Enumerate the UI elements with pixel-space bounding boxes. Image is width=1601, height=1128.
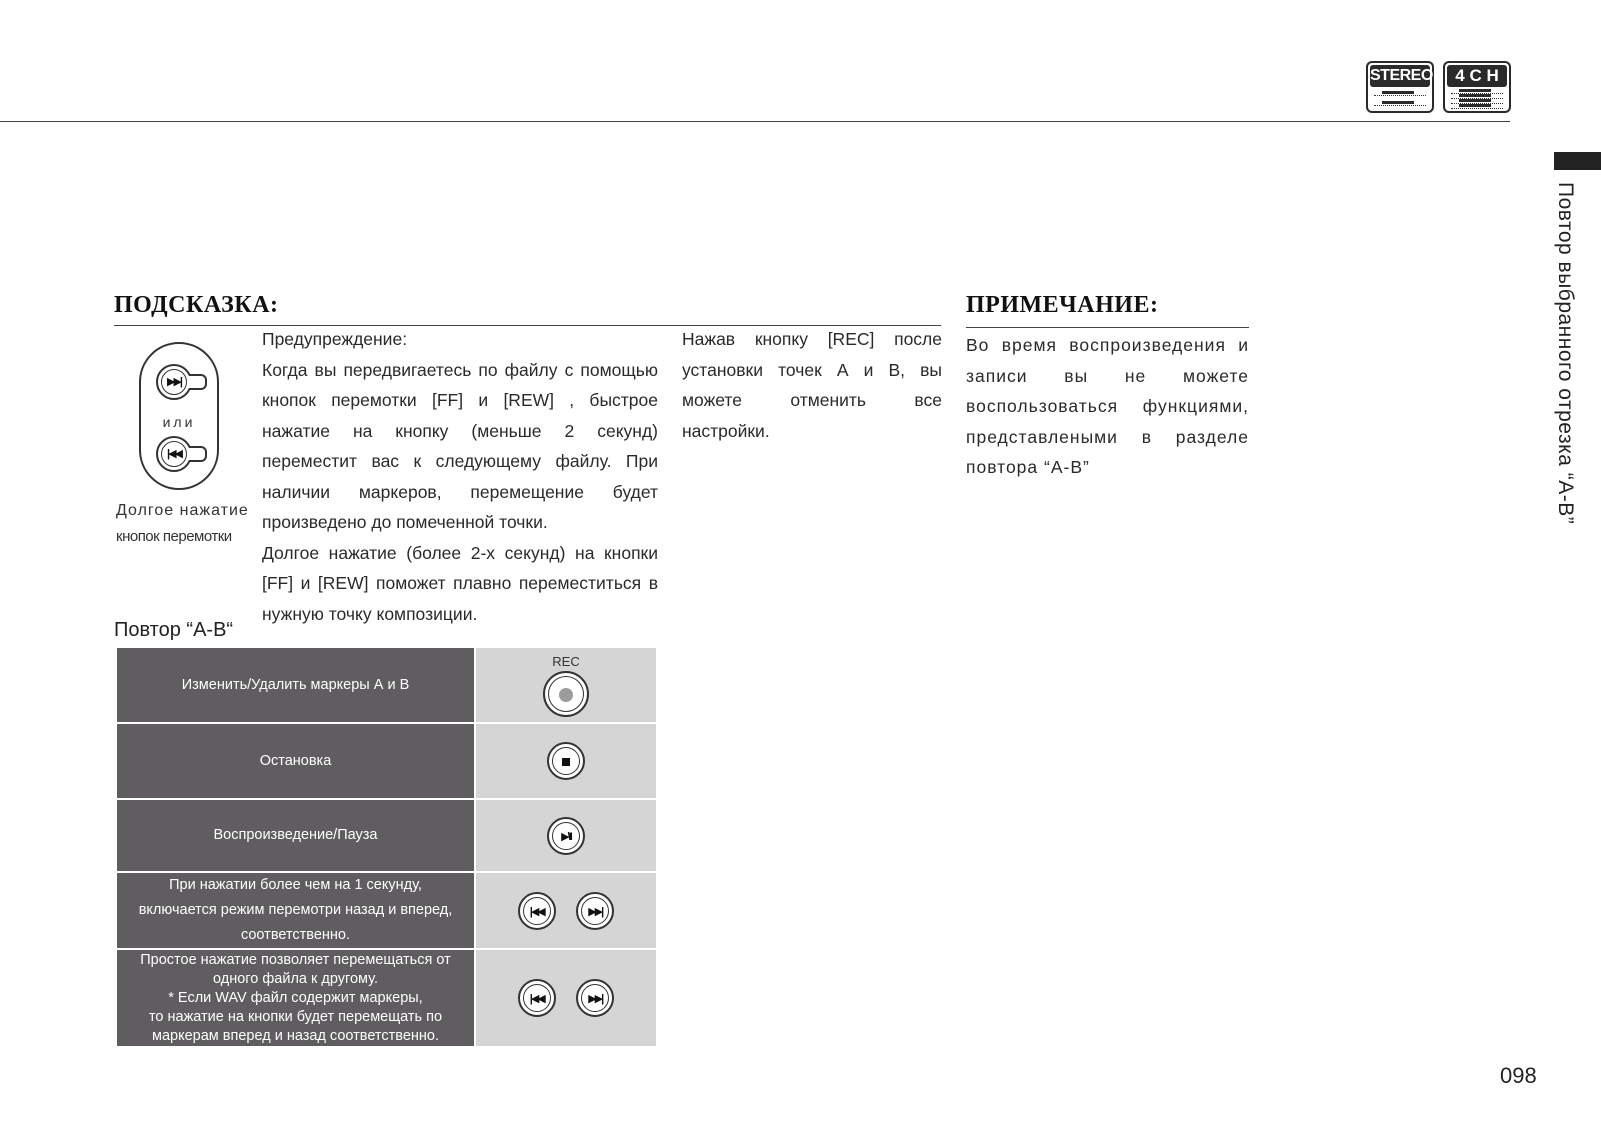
ff-button-icon: ▶▶| xyxy=(576,892,614,930)
rew-button-icon: |◀◀ xyxy=(518,979,556,1017)
row-label: Остановка xyxy=(116,723,475,799)
row-label xyxy=(116,872,475,949)
4ch-badge-label: 4 C H xyxy=(1447,65,1507,87)
label-line: Простое нажатие позволяет перемещаться от xyxy=(140,951,451,968)
warning-block xyxy=(262,324,658,629)
rew-icon: |◀◀ xyxy=(156,436,192,472)
label-line: маркерам вперед и назад соответственно. xyxy=(151,1027,440,1044)
side-section-title: Повтор выбранного отрезка “А-В” xyxy=(1554,182,1577,525)
ab-controls-table xyxy=(115,646,658,1048)
label-line: включается режим перемотри назад и вперед, xyxy=(138,902,453,918)
header-rule xyxy=(0,121,1510,122)
ab-section-title: Повтор “А-В“ xyxy=(114,619,234,641)
caption-line-2: кнопок перемотки xyxy=(116,528,232,545)
row-icon-cell xyxy=(475,799,657,872)
stereo-badge-label: STEREO xyxy=(1370,65,1430,87)
label-line: соответственно. xyxy=(240,927,351,943)
long-press-text: Долгое нажатие (более 2-х секунд) на кнопки [FF] и [REW] поможет плавно переместиться в нужную точку композиции. xyxy=(262,542,658,624)
ff-rew-illustration xyxy=(139,342,219,490)
stereo-badge xyxy=(1366,61,1434,113)
or-label: или xyxy=(162,414,196,430)
stereo-meter-r xyxy=(1374,101,1426,106)
ff-button-icon: ▶▶| xyxy=(576,979,614,1017)
row-icon-cell xyxy=(475,647,657,723)
hint-heading: ПОДСКАЗКА: xyxy=(114,292,279,318)
row-label xyxy=(116,949,475,1047)
label-line: * Если WAV файл содержит маркеры, xyxy=(168,989,423,1006)
finger-icon xyxy=(189,374,207,390)
row-label: Воспроизведение/Пауза xyxy=(116,799,475,872)
note-text: Во время воспроизведения и записи вы не можете воспользоваться функциями, представлеными в разделе повтора “А-В” xyxy=(966,335,1249,477)
label-line: то нажатие на кнопки будет перемещать по xyxy=(148,1008,443,1025)
row-icon-cell xyxy=(475,723,657,799)
page-number: 098 xyxy=(1500,1063,1537,1088)
4ch-badge xyxy=(1443,61,1511,113)
note-rule xyxy=(966,327,1249,328)
stop-button-icon xyxy=(547,742,585,780)
caption-line-1: Долгое нажатие xyxy=(116,502,249,519)
note-heading: ПРИМЕЧАНИЕ: xyxy=(966,292,1159,318)
table-row xyxy=(116,799,657,872)
finger-icon xyxy=(189,446,207,462)
row-icon-cell xyxy=(475,949,657,1047)
rec-button-icon xyxy=(543,671,589,717)
table-row xyxy=(116,872,657,949)
warning-text: Когда вы передвигаетесь по файлу с помощью кнопок перемотки [FF] и [REW] , быстрое нажатие на кнопку (меньше 2 секунд) переместит вас к следующему файлу. При наличии маркеров, перемещение будет произведено до помеченной точки. xyxy=(262,359,658,532)
warning-title: Предупреждение: xyxy=(262,329,408,349)
table-row xyxy=(116,647,657,723)
row-icon-cell xyxy=(475,872,657,949)
table-row xyxy=(116,723,657,799)
rec-label: REC xyxy=(552,653,580,669)
label-line: одного файла к другому. xyxy=(213,970,378,987)
row-label: Изменить/Удалить маркеры А и В xyxy=(116,647,475,723)
play-pause-button-icon: ▶\II xyxy=(547,817,585,855)
ff-icon: ▶▶| xyxy=(156,364,192,400)
side-tab-marker xyxy=(1554,152,1601,170)
stereo-meter-l xyxy=(1374,91,1426,96)
rec-note-text: Нажав кнопку [REC] после установки точек А и В, вы можете отменить все настройки. xyxy=(682,329,942,441)
rew-button-icon: |◀◀ xyxy=(518,892,556,930)
4ch-meter-2 xyxy=(1451,104,1503,109)
label-line: При нажатии более чем на 1 секунду, xyxy=(169,877,422,893)
table-row xyxy=(116,949,657,1047)
